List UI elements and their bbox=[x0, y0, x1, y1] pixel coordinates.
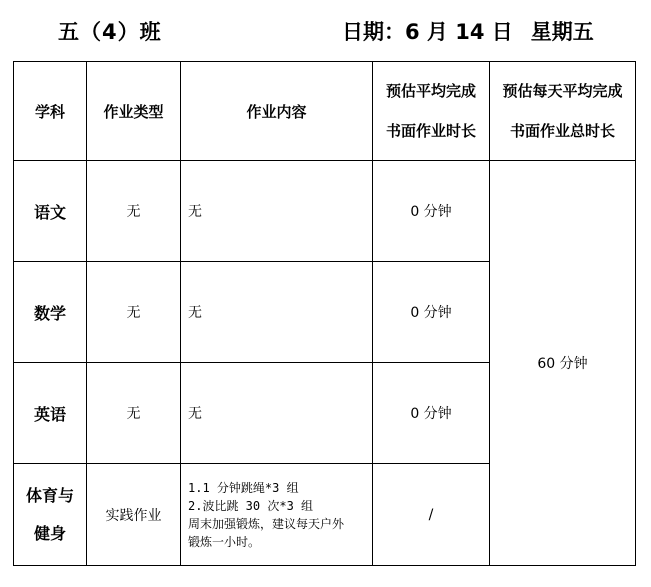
content-line: 锻炼一小时。 bbox=[188, 534, 261, 549]
time-cell: 0 分钟 bbox=[373, 161, 490, 262]
col-header-avg-time-line2: 书面作业时长 bbox=[385, 122, 476, 140]
col-header-avg-time bbox=[373, 62, 490, 161]
type-cell: 实践作业 bbox=[87, 464, 181, 566]
col-header-avg-time-line1: 预估平均完成 bbox=[385, 82, 476, 100]
date-line bbox=[342, 16, 594, 46]
type-cell: 无 bbox=[87, 262, 181, 363]
content-line: 周末加强锻炼，建议每天户外 bbox=[188, 516, 345, 531]
daily-total-cell: 60 分钟 bbox=[490, 161, 636, 566]
weekday-label: 星期五 bbox=[530, 20, 594, 44]
date-label: 日期：6 月 14 日 bbox=[342, 20, 513, 44]
time-cell: 0 分钟 bbox=[373, 363, 490, 464]
class-title: 五（4）班 bbox=[58, 20, 162, 44]
subject-cell bbox=[14, 464, 87, 566]
content-line: 1.1 分钟跳绳*3 组 bbox=[188, 480, 299, 495]
type-cell: 无 bbox=[87, 161, 181, 262]
col-header-subject: 学科 bbox=[14, 62, 87, 161]
content-cell: 无 bbox=[181, 262, 373, 363]
subject-line1: 体育与 bbox=[25, 485, 74, 505]
header-row bbox=[14, 62, 636, 161]
subject-cell: 语文 bbox=[14, 161, 87, 262]
col-header-daily-total-line2: 书面作业总时长 bbox=[509, 122, 615, 140]
subject-cell: 数学 bbox=[14, 262, 87, 363]
content-cell: 无 bbox=[181, 363, 373, 464]
time-cell: 0 分钟 bbox=[373, 262, 490, 363]
subject-line2: 健身 bbox=[33, 523, 66, 543]
content-cell: 无 bbox=[181, 161, 373, 262]
homework-table bbox=[13, 61, 636, 566]
col-header-type: 作业类型 bbox=[87, 62, 181, 161]
content-cell bbox=[181, 464, 373, 566]
col-header-daily-total-line1: 预估每天平均完成 bbox=[502, 82, 623, 100]
subject-cell: 英语 bbox=[14, 363, 87, 464]
type-cell: 无 bbox=[87, 363, 181, 464]
content-line: 2.波比跳 30 次*3 组 bbox=[188, 498, 314, 513]
time-cell: / bbox=[373, 464, 490, 566]
table-row-chinese bbox=[14, 161, 636, 262]
col-header-content: 作业内容 bbox=[181, 62, 373, 161]
page-header bbox=[0, 14, 651, 50]
col-header-daily-total bbox=[490, 62, 636, 161]
